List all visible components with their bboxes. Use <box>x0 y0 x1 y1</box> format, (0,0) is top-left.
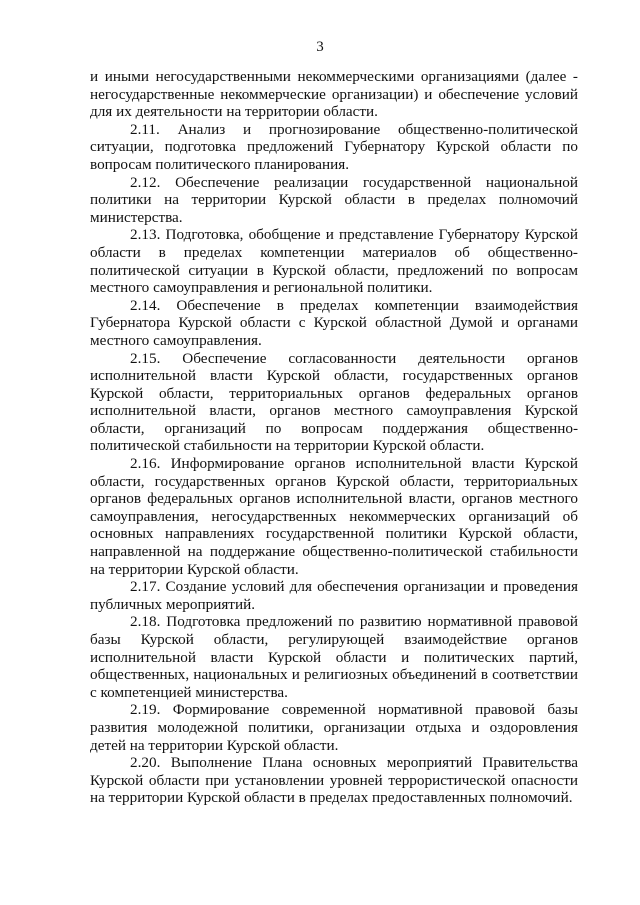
paragraph-text: Создание условий для обеспечения организации и проведения публичных мероприятий. <box>90 578 578 613</box>
page-number: 3 <box>316 39 324 55</box>
paragraph-number: 2.18. <box>130 613 161 631</box>
paragraph-2-16 <box>90 455 578 578</box>
paragraph-number: 2.16. <box>130 455 161 473</box>
paragraph-number: 2.20. <box>130 754 161 772</box>
paragraph-text: Обеспечение согласованности деятельности органов исполнительной власти Курской области, государственных органов Курской области, территориальных органов федеральных органов исполнительной власти, органов местного самоуправления Курской области, организаций по вопросам поддержания общественно-политической стабильности на территории Курской области. <box>90 349 579 455</box>
paragraph-number: 2.12. <box>130 173 161 191</box>
paragraph-text: Обеспечение реализации государственной национальной политики на территории Курской области в пределах полномочий министерства. <box>90 173 578 226</box>
paragraph-number: 2.13. <box>130 226 161 244</box>
paragraph-2-20 <box>90 754 578 807</box>
paragraph-2-12 <box>90 174 578 227</box>
paragraph-text: Выполнение Плана основных мероприятий Правительства Курской области при установлении уровней террористической опасности на территории Курской области в пределах предоставленных полномочий. <box>90 754 578 807</box>
paragraph-text: Обеспечение в пределах компетенции взаимодействия Губернатора Курской области с Курской областной Думой и органами местного самоуправления. <box>90 296 578 349</box>
paragraph-number: 2.14. <box>130 296 161 314</box>
paragraph-2-13 <box>90 226 578 296</box>
paragraph-number: 2.11. <box>130 120 160 138</box>
paragraph-continuation <box>90 68 578 121</box>
paragraph-text: Подготовка предложений по развитию нормативной правовой базы Курской области, регулирующей взаимодействие органов исполнительной власти Курской области и политических партий, общественных, национальных и религиозных объединений в соответствии с компетенцией министерства. <box>90 613 578 701</box>
paragraph-text: Подготовка, обобщение и представление Губернатору Курской области в пределах компетенции материалов об общественно-политической ситуации в Курской области, предложений по вопросам местного самоуправления и региональной политики. <box>90 226 578 297</box>
paragraph-text: и иными негосударственными некоммерческими организациями (далее - негосударственные некоммерческие организации) и обеспечение условий для их деятельности на территории области. <box>90 68 578 121</box>
paragraph-2-11 <box>90 121 578 174</box>
paragraph-2-15 <box>90 350 578 456</box>
paragraph-2-17 <box>90 578 578 613</box>
paragraph-text: Формирование современной нормативной правовой базы развития молодежной политики, организации отдыха и оздоровления детей на территории Курской области. <box>90 701 578 754</box>
paragraph-2-18 <box>90 613 578 701</box>
paragraph-number: 2.19. <box>130 701 161 719</box>
paragraph-2-14 <box>90 297 578 350</box>
paragraph-2-19 <box>90 701 578 754</box>
document-body <box>90 68 578 807</box>
paragraph-number: 2.15. <box>130 349 161 367</box>
paragraph-number: 2.17. <box>130 578 161 596</box>
paragraph-text: Информирование органов исполнительной власти Курской области, государственных органов Курской области, территориальных органов федеральных органов исполнительной власти, органов местного самоуправления, негосударственных некоммерческих организаций об основных направлениях государственной политики Курской области, направленной на поддержание общественно-политической стабильности на территории Курской области. <box>90 455 579 578</box>
paragraph-text: Анализ и прогнозирование общественно-политической ситуации, подготовка предложений Губернатору Курской области по вопросам политического планирования. <box>90 120 579 173</box>
